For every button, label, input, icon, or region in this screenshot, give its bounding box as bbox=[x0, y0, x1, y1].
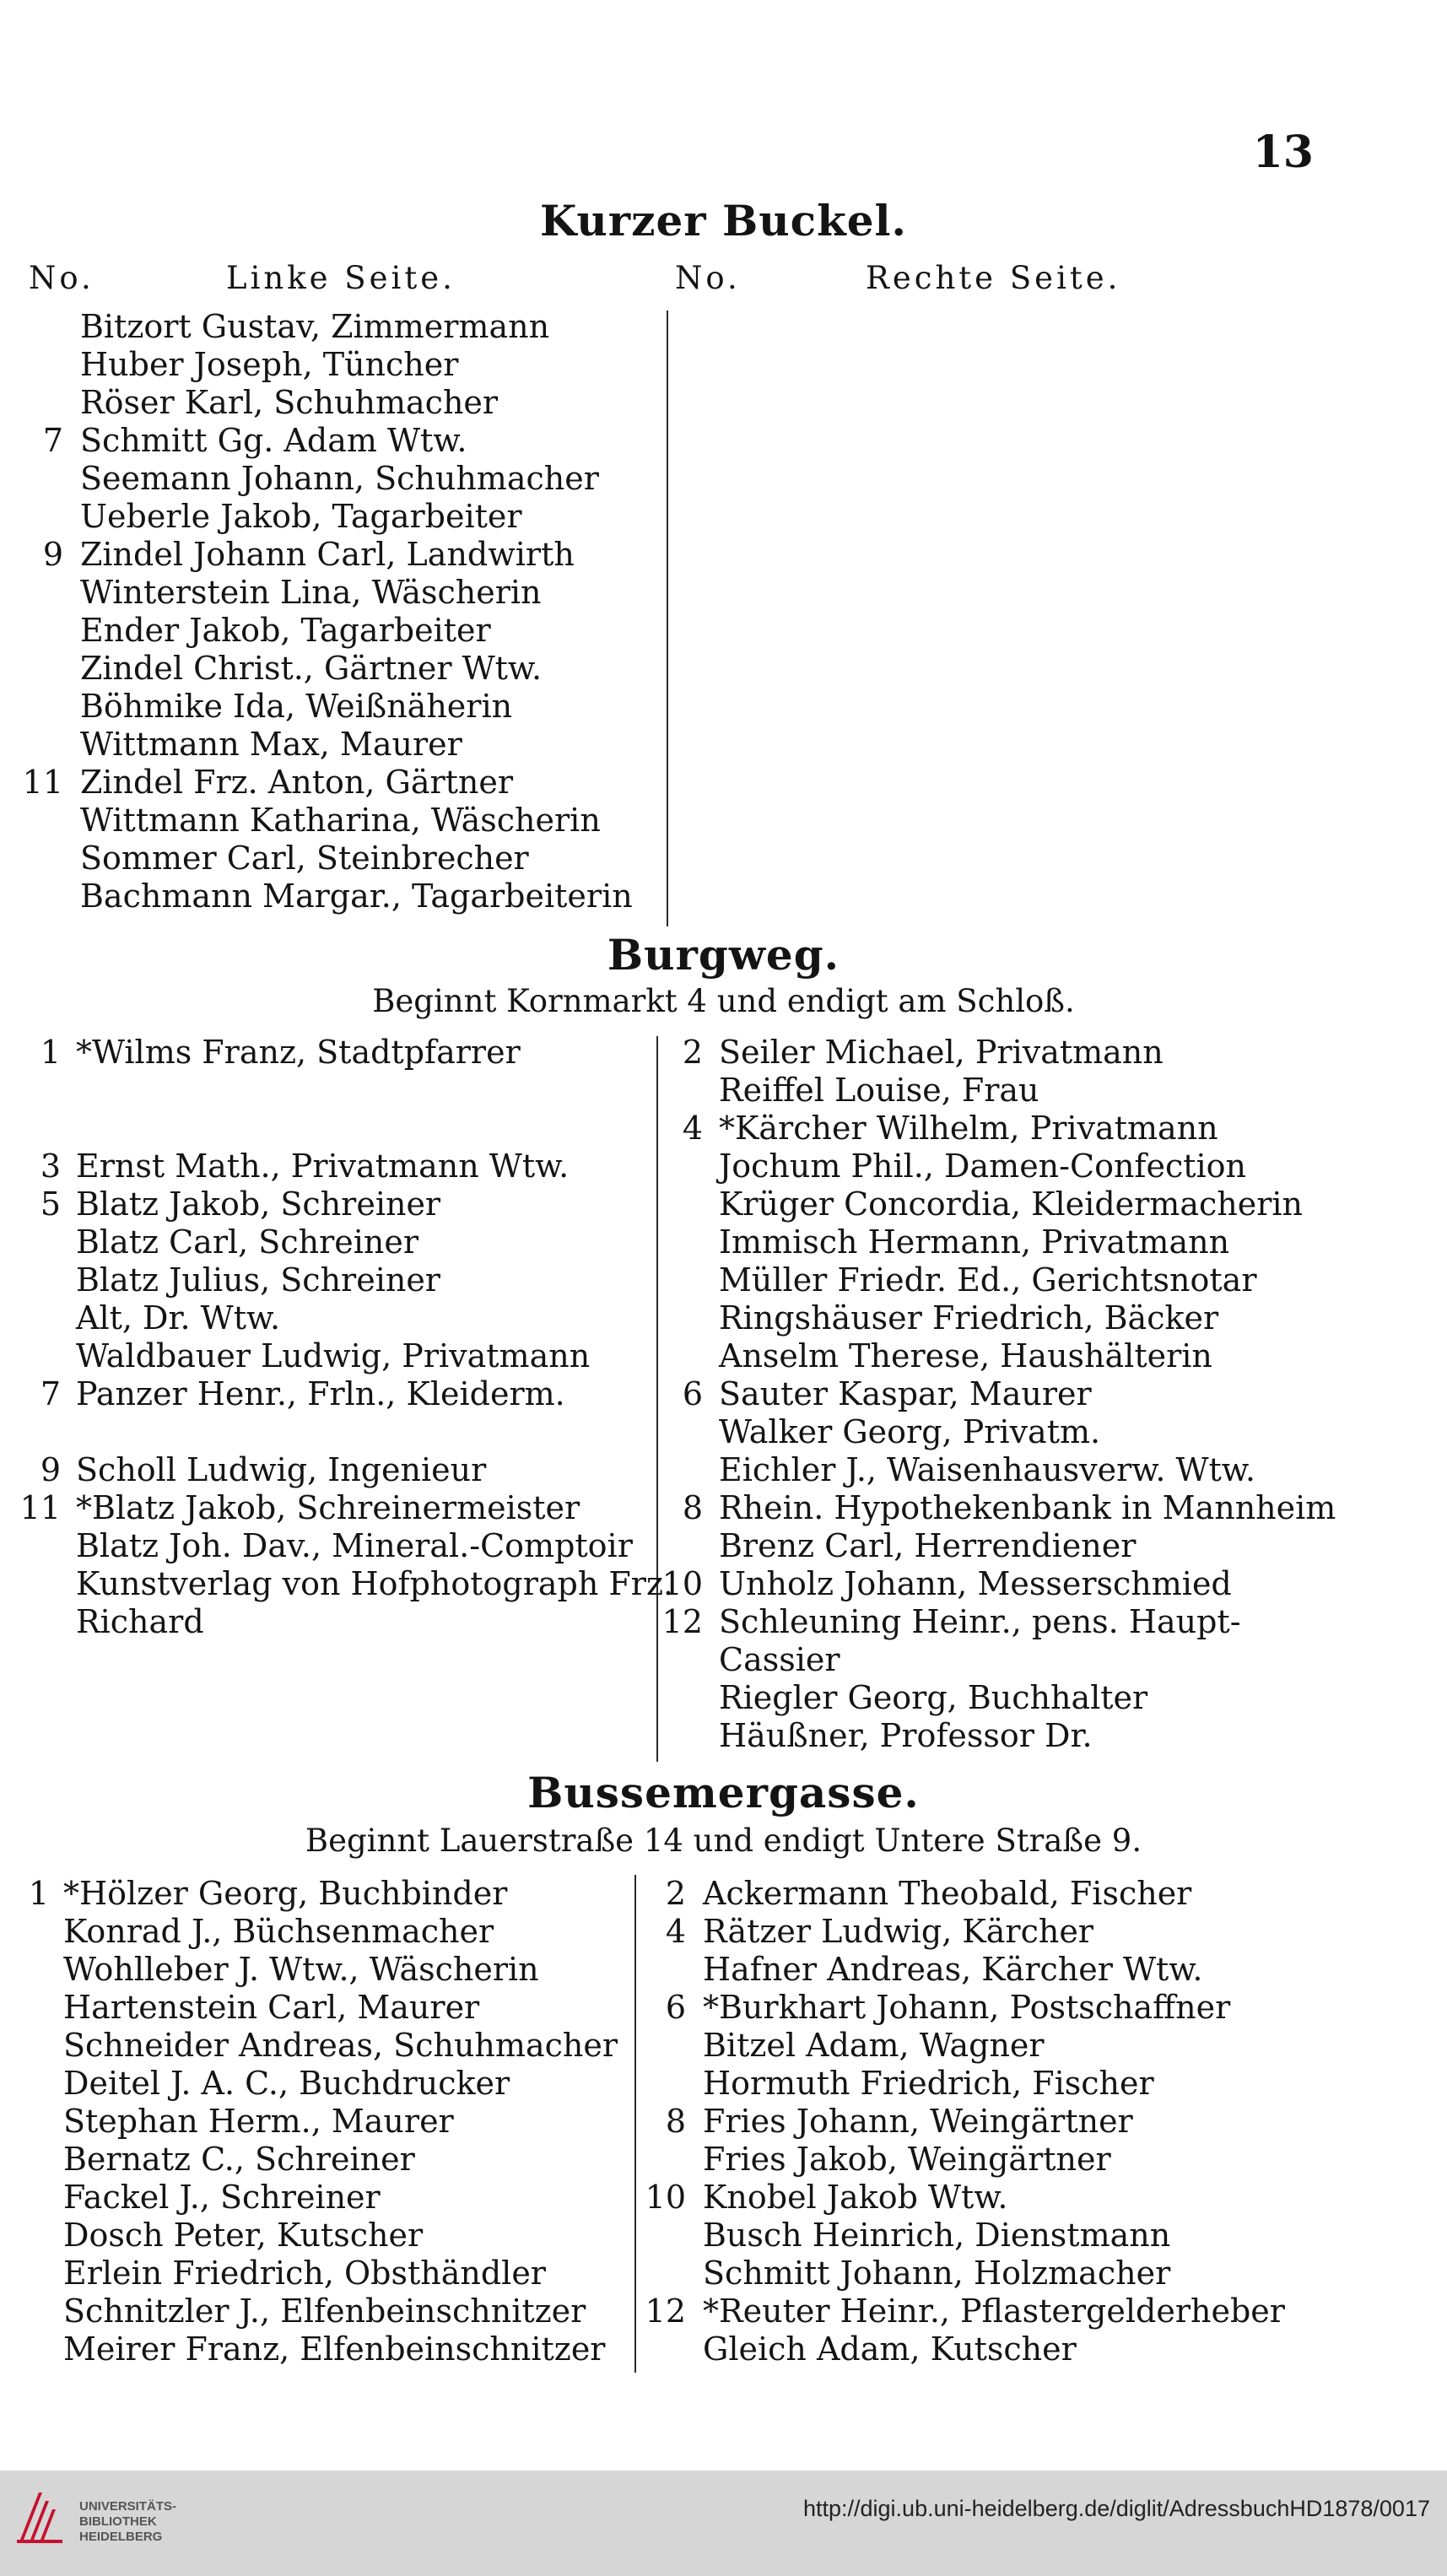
resident-entry: Schmitt Johann, Holzmacher bbox=[703, 2255, 1171, 2292]
house-number: 5 bbox=[40, 1185, 61, 1223]
house-number: 9 bbox=[42, 536, 63, 573]
resident-entry: Dosch Peter, Kutscher bbox=[63, 2217, 424, 2254]
resident-entry: Panzer Henr., Frln., Kleiderm. bbox=[76, 1375, 565, 1412]
resident-entry: Müller Friedr. Ed., Gerichtsnotar bbox=[719, 1261, 1257, 1299]
resident-entry: Wittmann Max, Maurer bbox=[80, 726, 462, 763]
resident-entry: Sommer Carl, Steinbrecher bbox=[80, 840, 529, 877]
resident-entry: Zindel Frz. Anton, Gärtner bbox=[80, 764, 514, 801]
resident-entry: Cassier bbox=[719, 1641, 840, 1678]
resident-entry: Schnitzler J., Elfenbeinschnitzer bbox=[63, 2292, 586, 2330]
resident-entry: *Burkhart Johann, Postschaffner bbox=[703, 1989, 1231, 2026]
resident-entry: Knobel Jakob Wtw. bbox=[703, 2179, 1008, 2216]
source-url-link[interactable]: http://digi.ub.uni-heidelberg.de/diglit/AdressbuchHD1878/0017 bbox=[802, 2496, 1430, 2521]
col-header-no-right: No. bbox=[675, 260, 741, 296]
resident-entry: Bitzel Adam, Wagner bbox=[703, 2027, 1045, 2064]
house-number: 11 bbox=[19, 1489, 61, 1526]
house-number: 12 bbox=[661, 1603, 703, 1640]
resident-entry: *Kärcher Wilhelm, Privatmann bbox=[719, 1110, 1218, 1147]
house-number: 10 bbox=[661, 1565, 703, 1602]
section-subtitle-burgweg: Beginnt Kornmarkt 4 und endigt am Schloß. bbox=[372, 983, 1075, 1019]
section-title-bussemergasse: Bussemergasse. bbox=[527, 1768, 920, 1817]
resident-entry: Rätzer Ludwig, Kärcher bbox=[703, 1913, 1093, 1950]
resident-entry: Seiler Michael, Privatmann bbox=[719, 1034, 1164, 1071]
house-number: 8 bbox=[682, 1489, 703, 1526]
resident-entry: Fackel J., Schreiner bbox=[63, 2179, 381, 2216]
resident-entry: Immisch Hermann, Privatmann bbox=[719, 1223, 1230, 1261]
section-title-burgweg: Burgweg. bbox=[607, 930, 840, 980]
library-line-1: UNIVERSITÄTS- bbox=[79, 2499, 177, 2514]
resident-entry: Ueberle Jakob, Tagarbeiter bbox=[80, 498, 522, 535]
column-divider bbox=[667, 311, 668, 926]
library-line-2: BIBLIOTHEK bbox=[79, 2514, 157, 2529]
house-number: 12 bbox=[645, 2292, 686, 2330]
resident-entry: Bitzort Gustav, Zimmermann bbox=[80, 308, 550, 345]
resident-entry: Zindel Christ., Gärtner Wtw. bbox=[80, 650, 543, 687]
resident-entry: Richard bbox=[76, 1603, 204, 1640]
resident-entry: Anselm Therese, Haushälterin bbox=[719, 1337, 1212, 1374]
resident-entry: Meirer Franz, Elfenbeinschnitzer bbox=[63, 2330, 606, 2368]
resident-entry: Scholl Ludwig, Ingenieur bbox=[76, 1451, 487, 1488]
house-number: 7 bbox=[42, 422, 63, 459]
resident-entry: Reiffel Louise, Frau bbox=[719, 1072, 1039, 1109]
resident-entry: Hafner Andreas, Kärcher Wtw. bbox=[703, 1951, 1203, 1988]
resident-entry: Zindel Johann Carl, Landwirth bbox=[80, 536, 575, 573]
resident-entry: Sauter Kaspar, Maurer bbox=[719, 1375, 1092, 1412]
resident-entry: Schneider Andreas, Schuhmacher bbox=[63, 2027, 618, 2064]
resident-entry: Eichler J., Waisenhausverw. Wtw. bbox=[719, 1451, 1255, 1488]
house-number: 11 bbox=[22, 764, 63, 801]
resident-entry: Bernatz C., Schreiner bbox=[63, 2141, 415, 2178]
library-logo-icon bbox=[13, 2486, 66, 2546]
resident-entry: Stephan Herm., Maurer bbox=[63, 2103, 454, 2140]
house-number: 7 bbox=[40, 1375, 61, 1412]
resident-entry: Ringshäuser Friedrich, Bäcker bbox=[719, 1299, 1219, 1337]
col-header-no-left: No. bbox=[29, 260, 94, 296]
resident-entry: Blatz Joh. Dav., Mineral.-Comptoir bbox=[76, 1527, 633, 1564]
library-name bbox=[79, 2499, 176, 2545]
house-number: 8 bbox=[665, 2103, 686, 2140]
resident-entry: Seemann Johann, Schuhmacher bbox=[80, 460, 599, 497]
section-title-kurzer-buckel: Kurzer Buckel. bbox=[540, 196, 907, 246]
resident-entry: Blatz Carl, Schreiner bbox=[76, 1223, 419, 1261]
resident-entry: Rhein. Hypothekenbank in Mannheim bbox=[719, 1489, 1336, 1526]
house-number: 6 bbox=[665, 1989, 686, 2026]
resident-entry: Wittmann Katharina, Wäscherin bbox=[80, 802, 601, 839]
house-number: 9 bbox=[40, 1451, 61, 1488]
house-number: 6 bbox=[682, 1375, 703, 1412]
house-number: 2 bbox=[665, 1875, 686, 1912]
resident-entry: Jochum Phil., Damen-Confection bbox=[719, 1148, 1247, 1185]
resident-entry: Riegler Georg, Buchhalter bbox=[719, 1679, 1148, 1716]
resident-entry: Hartenstein Carl, Maurer bbox=[63, 1989, 480, 2026]
resident-entry: *Wilms Franz, Stadtpfarrer bbox=[76, 1034, 521, 1071]
resident-entry: Blatz Julius, Schreiner bbox=[76, 1261, 440, 1299]
resident-entry: Ackermann Theobald, Fischer bbox=[703, 1875, 1192, 1912]
col-header-left-side: Linke Seite. bbox=[226, 260, 456, 296]
resident-entry: Walker Georg, Privatm. bbox=[719, 1413, 1101, 1450]
resident-entry: Hormuth Friedrich, Fischer bbox=[703, 2065, 1154, 2102]
house-number: 4 bbox=[682, 1110, 703, 1147]
house-number: 1 bbox=[28, 1875, 49, 1912]
resident-entry: Böhmike Ida, Weißnäherin bbox=[80, 688, 513, 725]
house-number: 3 bbox=[40, 1148, 61, 1185]
resident-entry: Fries Johann, Weingärtner bbox=[703, 2103, 1133, 2140]
page-number: 13 bbox=[1252, 127, 1314, 178]
house-number: 10 bbox=[645, 2179, 686, 2216]
resident-entry: Busch Heinrich, Dienstmann bbox=[703, 2217, 1171, 2254]
resident-entry: Waldbauer Ludwig, Privatmann bbox=[76, 1337, 591, 1374]
resident-entry: Unholz Johann, Messerschmied bbox=[719, 1565, 1232, 1602]
resident-entry: *Hölzer Georg, Buchbinder bbox=[63, 1875, 508, 1912]
resident-entry: Gleich Adam, Kutscher bbox=[703, 2330, 1077, 2368]
resident-entry: Konrad J., Büchsenmacher bbox=[63, 1913, 494, 1950]
resident-entry: Häußner, Professor Dr. bbox=[719, 1717, 1093, 1754]
section-subtitle-bussemergasse: Beginnt Lauerstraße 14 und endigt Untere Straße 9. bbox=[305, 1823, 1142, 1859]
resident-entry: Huber Joseph, Tüncher bbox=[80, 346, 459, 383]
resident-entry: Fries Jakob, Weingärtner bbox=[703, 2141, 1111, 2178]
resident-entry: Kunstverlag von Hofphotograph Frz. bbox=[76, 1565, 674, 1602]
resident-entry: Winterstein Lina, Wäscherin bbox=[80, 574, 542, 611]
library-line-3: HEIDELBERG bbox=[79, 2530, 163, 2544]
resident-entry: Schmitt Gg. Adam Wtw. bbox=[80, 422, 467, 459]
resident-entry: Erlein Friedrich, Obsthändler bbox=[63, 2255, 546, 2292]
house-number: 1 bbox=[40, 1034, 61, 1071]
resident-entry: Ernst Math., Privatmann Wtw. bbox=[76, 1148, 570, 1185]
resident-entry: Blatz Jakob, Schreiner bbox=[76, 1185, 441, 1223]
footer-bar bbox=[0, 2471, 1447, 2576]
house-number: 2 bbox=[682, 1034, 703, 1071]
resident-entry: Ender Jakob, Tagarbeiter bbox=[80, 612, 491, 649]
resident-entry: *Blatz Jakob, Schreinermeister bbox=[76, 1489, 580, 1526]
col-header-right-side: Rechte Seite. bbox=[866, 260, 1121, 296]
resident-entry: Alt, Dr. Wtw. bbox=[76, 1299, 281, 1337]
resident-entry: Bachmann Margar., Tagarbeiterin bbox=[80, 878, 633, 915]
house-number: 4 bbox=[665, 1913, 686, 1950]
resident-entry: Röser Karl, Schuhmacher bbox=[80, 384, 499, 421]
resident-entry: Schleuning Heinr., pens. Haupt- bbox=[719, 1603, 1241, 1640]
resident-entry: Wohlleber J. Wtw., Wäscherin bbox=[63, 1951, 539, 1988]
resident-entry: *Reuter Heinr., Pflastergelderheber bbox=[703, 2292, 1285, 2330]
resident-entry: Krüger Concordia, Kleidermacherin bbox=[719, 1185, 1304, 1223]
resident-entry: Brenz Carl, Herrendiener bbox=[719, 1527, 1137, 1564]
resident-entry: Deitel J. A. C., Buchdrucker bbox=[63, 2065, 510, 2102]
